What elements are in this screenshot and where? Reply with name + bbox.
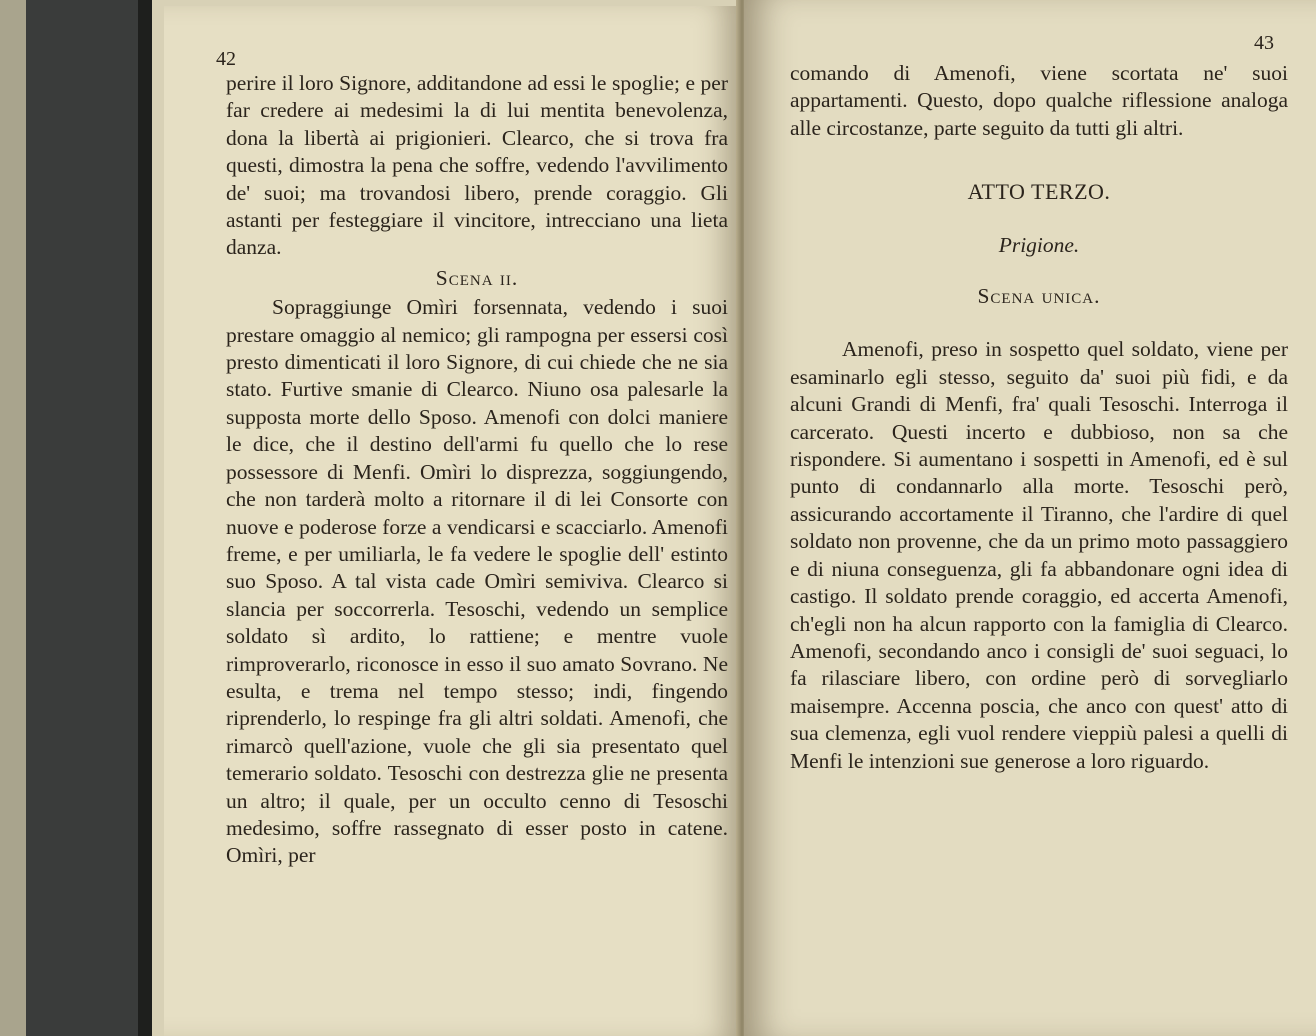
left-page: [164, 6, 740, 1036]
page-number-right: 43: [1254, 32, 1274, 54]
page-number-left: 42: [216, 48, 236, 70]
table-surface: [0, 0, 26, 1036]
right-paragraph-2: Amenofi, preso in sospetto quel soldato, viene per esaminarlo egli stesso, seguito da' suoi più fidi, e da alcuni Grandi di Menfi, fra' quali Tesoschi. Interroga il carcerato. Questi incerto e dubbioso, non sa che rispondere. Si aumentano i sospetti in Amenofi, ed è sul punto di condannarlo alla morte. Tesoschi però, assicurando accortamente il Tiranno, che l'ardire di quel soldato non provenne, che da un primo moto passaggiero e di niuna conseguenza, gli fa abbandonare ogni idea di castigo. Il soldato prende coraggio, ed accerta Amenofi, ch'egli non ha alcun rapporto con la famiglia di Clearco. Amenofi, secondando anco i consigli de' suoi seguaci, lo fa rilasciare libero, con ordine però di sorvegliarlo maisempre. Accenna poscia, che anco con quest' atto di sua clemenza, egli vuol rendere vieppiù palesi a quelli di Menfi le intenzioni sue generose a loro riguardo.: [790, 337, 1288, 773]
left-paragraph-2: Sopraggiunge Omìri forsennata, vedendo i suoi prestare omaggio al nemico; gli rampogna per essersi così presto dimenticati il loro Signore, di cui chiede che ne sia stato. Furtive smanie di Clearco. Niuno osa palesarle la supposta morte dello Sposo. Amenofi con dolci maniere le dice, che il destino dell'armi fu quello che lo rese possessore di Menfi. Omìri lo disprezza, soggiungendo, che non tarderà molto a ritornare il di lei Consorte con nuove e poderose forze a vendicarsi e scacciarlo. Amenofi freme, e per umiliarla, le fa vedere le spoglie dell' estinto suo Sposo. A tal vista cade Omìri semiviva. Clearco si slancia per soccorrerla. Tesoschi, vedendo un semplice soldato sì ardito, lo rattiene; e mentre vuole rimproverarlo, riconosce in esso il suo amato Sovrano. Ne esulta, e trema nel tempo stesso; indi, fingendo riprenderlo, lo respinge fra gli altri soldati. Amenofi, che rimarcò quell'azione, vuole che gli sia presentato quel temerario soldato. Tesoschi con destrezza glie ne presenta un altro; il quale, per un occulto cenno di Tesoschi medesimo, soffre rassegnato di esser posto in catene. Omìri, per: [226, 295, 728, 868]
right-paragraph-1: comando di Amenofi, viene scortata ne' suoi appartamenti. Questo, dopo qualche riflessione analoga alle circostanze, parte seguito da tutti gli altri.: [790, 61, 1288, 140]
act-heading: ATTO TERZO.: [967, 179, 1111, 205]
scene-heading-left: Scena ii.: [435, 265, 519, 290]
left-page-body: [226, 70, 728, 870]
right-page: [744, 0, 1316, 1036]
scene-heading-right: Scena unica.: [977, 284, 1101, 309]
place-heading: Prigione.: [998, 232, 1080, 257]
right-page-body: [790, 60, 1288, 775]
book-spread: [152, 0, 1316, 1036]
book-cover-edge: [138, 0, 152, 1036]
left-paragraph-1: perire il loro Signore, additandone ad essi le spoglie; e per far credere ai medesimi la di lui mentita benevolenza, dona la libertà ai prigionieri. Clearco, che si trova fra questi, dimostra la pena che soffre, vedendo l'avvilimento de' suoi; ma trovandosi libero, prende coraggio. Gli astanti per festeggiare il vincitore, intrecciano una lieta danza.: [226, 71, 728, 260]
book-cover-board: [26, 0, 138, 1036]
